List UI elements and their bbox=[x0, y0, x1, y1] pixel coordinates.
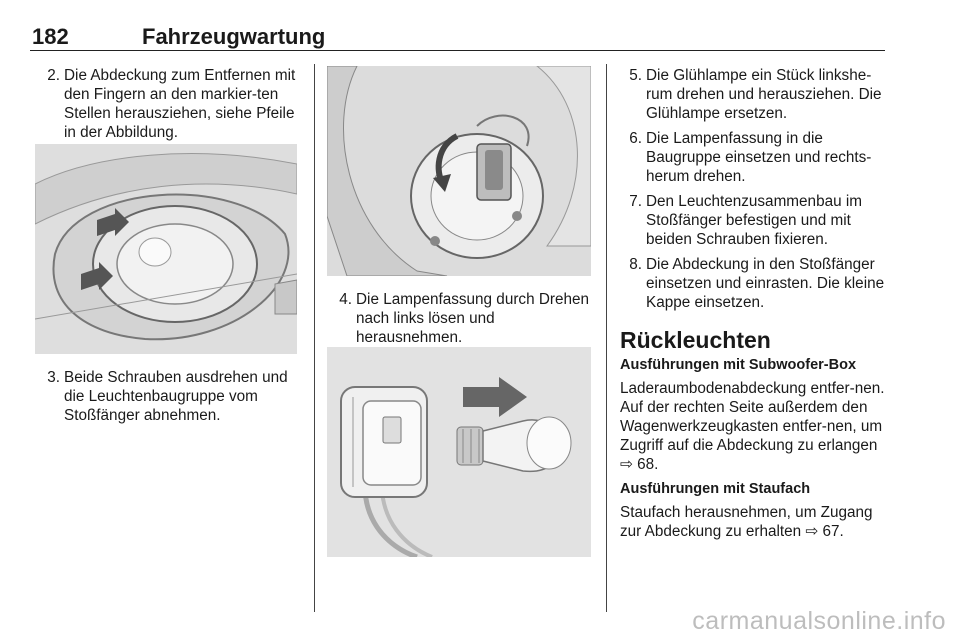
step-text: Die Lampenfassung durch Drehen nach links lösen und herausnehmen. bbox=[356, 291, 589, 346]
page-header bbox=[30, 22, 885, 51]
step-text: Beide Schrauben ausdrehen und die Leuchtenbaugruppe vom Stoßfänger abnehmen. bbox=[64, 369, 288, 424]
step-number: 3. bbox=[47, 369, 60, 386]
figure-lamp-socket-rotate bbox=[327, 66, 591, 276]
subheading-subwoofer: Ausführungen mit Subwoofer-Box bbox=[620, 357, 857, 373]
step-text: Die Lampenfassung in die Baugruppe einsetzen und rechts-herum drehen. bbox=[646, 130, 872, 185]
step-number: 8. bbox=[629, 256, 642, 273]
step-number: 7. bbox=[629, 193, 642, 210]
step-8 bbox=[620, 255, 888, 312]
column-2 bbox=[330, 290, 592, 347]
column-1-lower bbox=[38, 368, 300, 425]
paragraph-storage: Staufach herausnehmen, um Zugang zur Abdeckung zu erhalten ⇨ 67. bbox=[620, 504, 873, 540]
watermark: carmanualsonline.info bbox=[692, 607, 946, 635]
column-3 bbox=[620, 66, 888, 541]
step-text: Die Abdeckung in den Stoßfänger einsetzen und einrasten. Die kleine Kappe einsetzen. bbox=[646, 256, 885, 311]
subheading-storage: Ausführungen mit Staufach bbox=[620, 481, 811, 497]
step-5 bbox=[620, 66, 888, 123]
step-4 bbox=[330, 290, 592, 347]
step-2 bbox=[38, 66, 300, 142]
step-number: 2. bbox=[47, 67, 60, 84]
figure-bulb-removal bbox=[327, 347, 591, 557]
page-number: 182 bbox=[32, 24, 69, 49]
step-number: 6. bbox=[629, 130, 642, 147]
column-divider-1 bbox=[314, 64, 315, 612]
step-text: Den Leuchtenzusammenbau im Stoßfänger befestigen und mit beiden Schrauben fixieren. bbox=[646, 193, 862, 248]
step-text: Die Abdeckung zum Entfernen mit den Fingern an den markier-ten Stellen herausziehen, siehe Pfeile in der Abbildung. bbox=[64, 67, 296, 141]
section-title: Rückleuchten bbox=[620, 327, 771, 353]
paragraph-subwoofer: Laderaumbodenabdeckung entfer-nen. Auf der rechten Seite außerdem den Wagenwerkzeugkasten entfer-nen, um Zugriff auf die Abdeckung zu erlangen ⇨ 68. bbox=[620, 380, 885, 473]
step-7 bbox=[620, 192, 888, 249]
column-divider-2 bbox=[606, 64, 607, 612]
step-6 bbox=[620, 129, 888, 186]
chapter-title: Fahrzeugwartung bbox=[142, 24, 326, 49]
step-text: Die Glühlampe ein Stück linkshe-rum drehen und herausziehen. Die Glühlampe ersetzen. bbox=[646, 67, 882, 122]
column-1 bbox=[38, 66, 300, 142]
step-number: 4. bbox=[339, 291, 352, 308]
step-number: 5. bbox=[629, 67, 642, 84]
figure-fog-lamp-cover bbox=[35, 144, 297, 354]
step-3 bbox=[38, 368, 300, 425]
